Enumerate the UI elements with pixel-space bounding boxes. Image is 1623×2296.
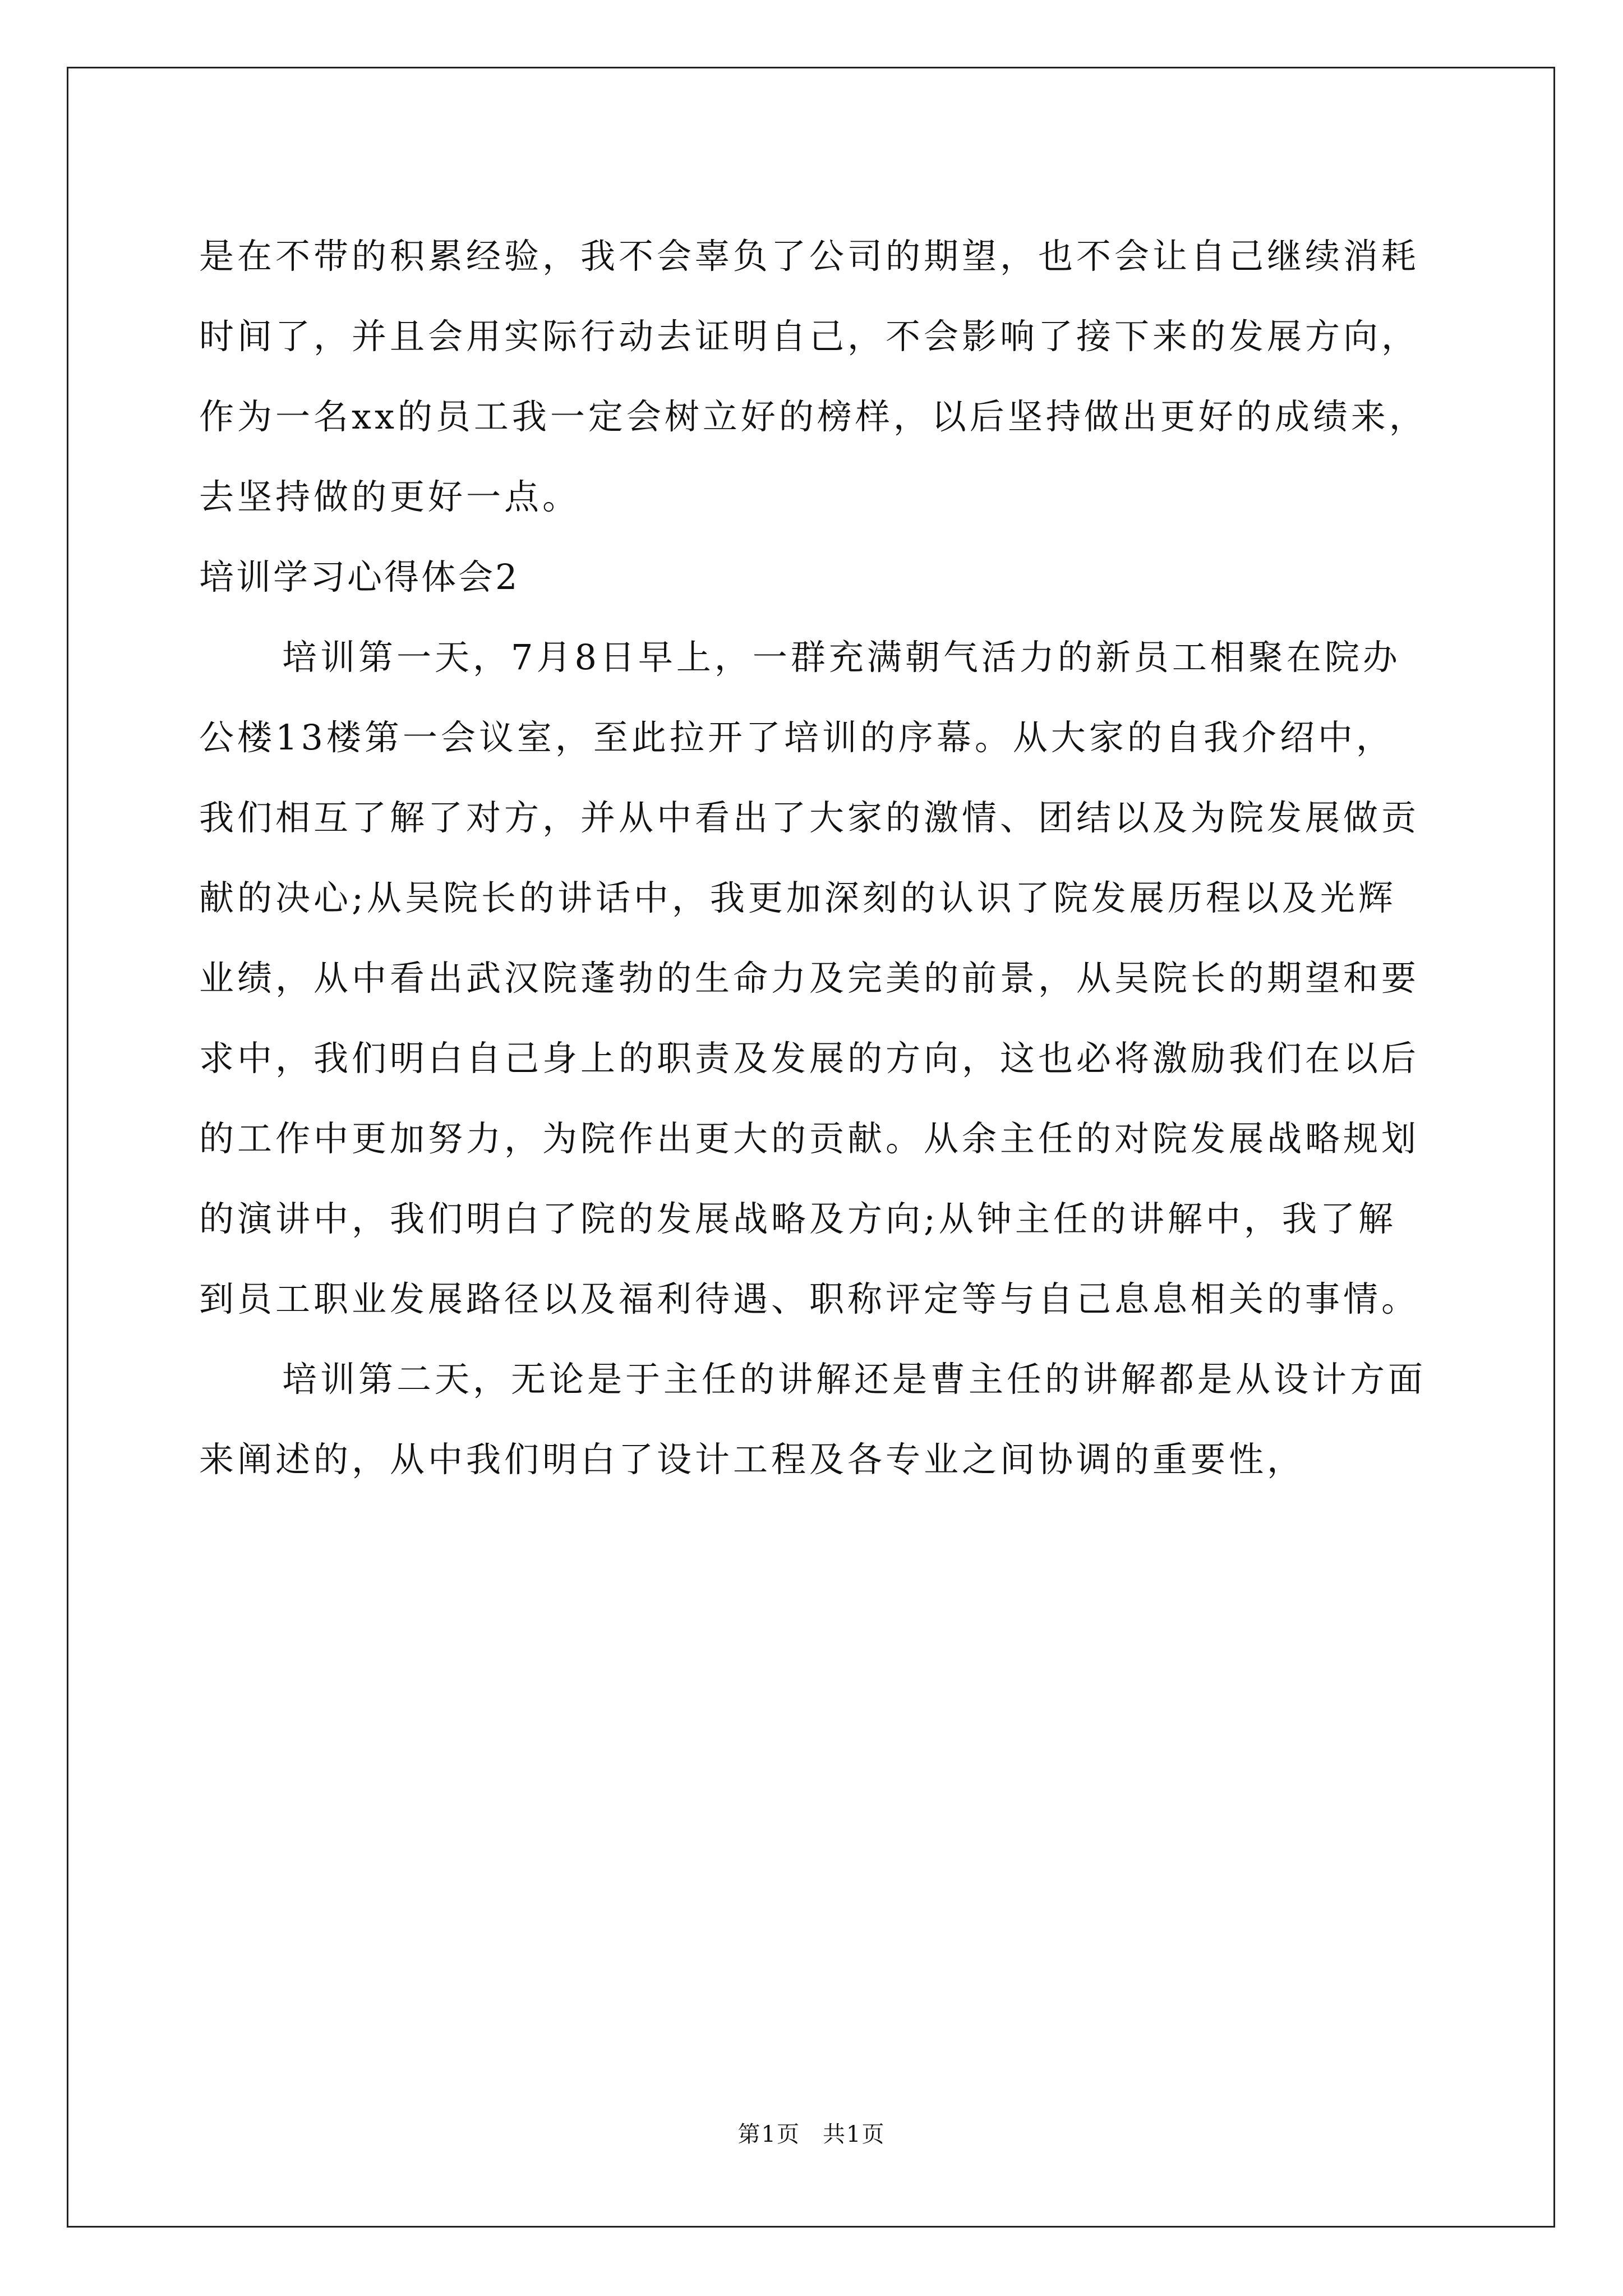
paragraph-continuation: 是在不带的积累经验，我不会辜负了公司的期望，也不会让自己继续消耗时间了，并且会用实际行动去证明自己，不会影响了接下来的发展方向，作为一名xx的员工我一定会树立好的榜样，以后坚持做出更好的成绩来，去坚持做的更好一点。 (199, 236, 1427, 517)
page-total-label: 共1页 (823, 2122, 886, 2147)
page-footer (0, 2118, 1623, 2151)
paragraph-day-one: 培训第一天，7月8日早上，一群充满朝气活力的新员工相聚在院办公楼13楼第一会议室，至此拉开了培训的序幕。从大家的自我介绍中，我们相互了解了对方，并从中看出了大家的激情、团结以及为院发展做贡献的决心;从吴院长的讲话中，我更加深刻的认识了院发展历程以及光辉业绩，从中看出武汉院蓬勃的生命力及完美的前景，从吴院长的期望和要求中，我们明白自己身上的职责及发展的方向，这也必将激励我们在以后的工作中更加努力，为院作出更大的贡献。从余主任的对院发展战略规划的演讲中，我们明白了院的发展战略及方向;从钟主任的讲解中，我了解到员工职业发展路径以及福利待遇、职称评定等与自己息息相关的事情。 (199, 637, 1420, 1319)
section-title: 培训学习心得体会2 (199, 556, 520, 597)
document-body (199, 216, 1427, 1499)
paragraph-day-two: 培训第二天，无论是于主任的讲解还是曹主任的讲解都是从设计方面来阐述的，从中我们明白了设计工程及各专业之间协调的重要性， (199, 1359, 1427, 1480)
page-number-label: 第1页 (737, 2122, 800, 2147)
